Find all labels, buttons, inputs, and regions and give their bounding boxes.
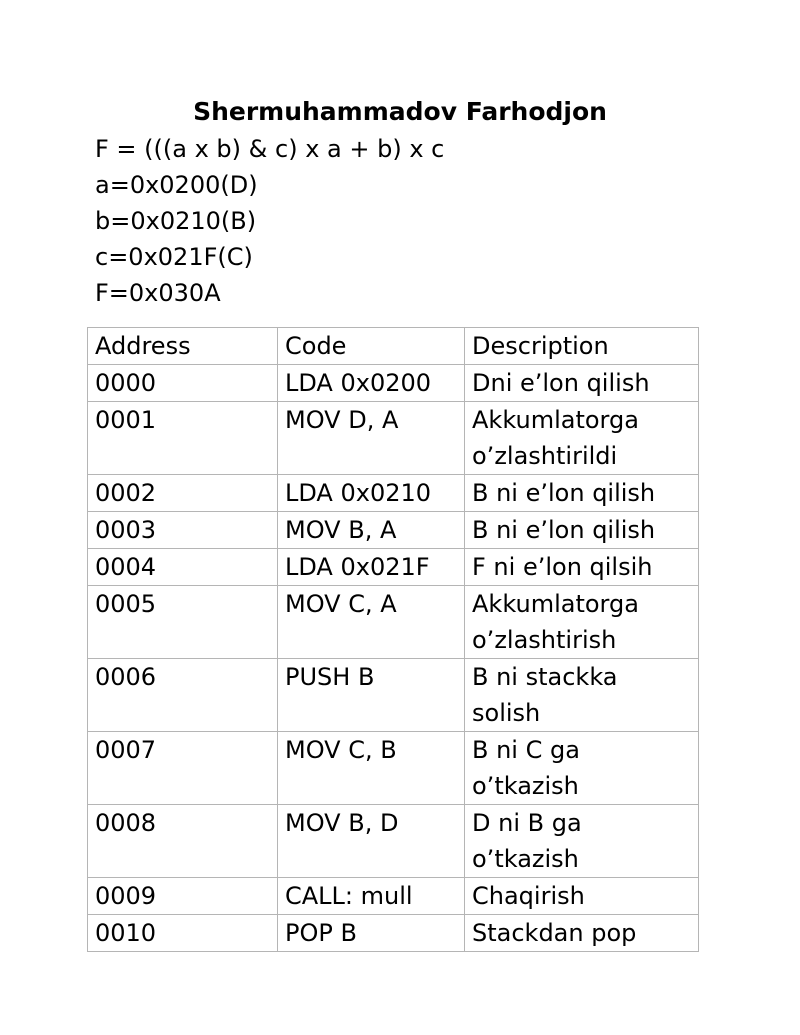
description-cell <box>465 915 699 952</box>
address-cell: 0002 <box>88 475 278 512</box>
description-line: o’tkazish <box>472 845 579 873</box>
description-line: Dni e’lon qilish <box>472 369 650 397</box>
description-line: F ni e’lon qilsih <box>472 553 653 581</box>
description-line: B ni e’lon qilish <box>472 479 656 507</box>
description-line: Akkumlatorga <box>472 590 639 618</box>
description-line: D ni B ga <box>472 809 582 837</box>
description-cell <box>465 586 699 659</box>
address-cell: 0000 <box>88 365 278 402</box>
description-line: B ni stackka <box>472 663 618 691</box>
description-cell <box>465 512 699 549</box>
description-cell <box>465 365 699 402</box>
code-cell: PUSH B <box>278 659 465 732</box>
header-description: Description <box>465 328 699 365</box>
description-line: o’tkazish <box>472 772 579 800</box>
description-line: o’zlashtirish <box>472 626 617 654</box>
address-cell: 0004 <box>88 549 278 586</box>
instruction-table <box>87 327 699 952</box>
variable-b-line: b=0x0210(B) <box>95 207 257 235</box>
description-cell <box>465 878 699 915</box>
description-cell <box>465 732 699 805</box>
table-row <box>88 402 699 475</box>
table-row <box>88 915 699 952</box>
description-line: B ni e’lon qilish <box>472 516 656 544</box>
document-title: Shermuhammadov Farhodjon <box>193 97 607 126</box>
description-cell <box>465 805 699 878</box>
description-cell <box>465 659 699 732</box>
code-cell: MOV D, A <box>278 402 465 475</box>
table-row <box>88 549 699 586</box>
code-cell: LDA 0x0200 <box>278 365 465 402</box>
code-cell: LDA 0x021F <box>278 549 465 586</box>
address-cell: 0009 <box>88 878 278 915</box>
address-cell: 0010 <box>88 915 278 952</box>
code-cell: CALL: mull <box>278 878 465 915</box>
formula-block <box>95 131 444 311</box>
description-line: Akkumlatorga <box>472 406 639 434</box>
description-line: solish <box>472 699 541 727</box>
header-address: Address <box>88 328 278 365</box>
table-row <box>88 512 699 549</box>
variable-c-line: c=0x021F(C) <box>95 243 253 271</box>
code-cell: MOV B, D <box>278 805 465 878</box>
table-row <box>88 805 699 878</box>
address-cell: 0005 <box>88 586 278 659</box>
address-cell: 0008 <box>88 805 278 878</box>
address-cell: 0007 <box>88 732 278 805</box>
address-cell: 0001 <box>88 402 278 475</box>
table-row <box>88 586 699 659</box>
code-cell: LDA 0x0210 <box>278 475 465 512</box>
table-row <box>88 659 699 732</box>
address-cell: 0006 <box>88 659 278 732</box>
table-row <box>88 732 699 805</box>
code-cell: POP B <box>278 915 465 952</box>
description-cell <box>465 402 699 475</box>
description-line: Stackdan pop <box>472 919 637 947</box>
header-code: Code <box>278 328 465 365</box>
description-line: Chaqirish <box>472 882 585 910</box>
code-cell: MOV C, B <box>278 732 465 805</box>
table-row <box>88 878 699 915</box>
description-cell <box>465 549 699 586</box>
code-cell: MOV B, A <box>278 512 465 549</box>
description-line: B ni C ga <box>472 736 580 764</box>
formula-line: F = (((a x b) & c) x a + b) x c <box>95 135 445 163</box>
code-cell: MOV C, A <box>278 586 465 659</box>
table-row <box>88 365 699 402</box>
variable-a-line: a=0x0200(D) <box>95 171 258 199</box>
result-f-line: F=0x030A <box>95 279 221 307</box>
table-header-row <box>88 328 699 365</box>
description-cell <box>465 475 699 512</box>
table-row <box>88 475 699 512</box>
address-cell: 0003 <box>88 512 278 549</box>
description-line: o’zlashtirildi <box>472 442 618 470</box>
